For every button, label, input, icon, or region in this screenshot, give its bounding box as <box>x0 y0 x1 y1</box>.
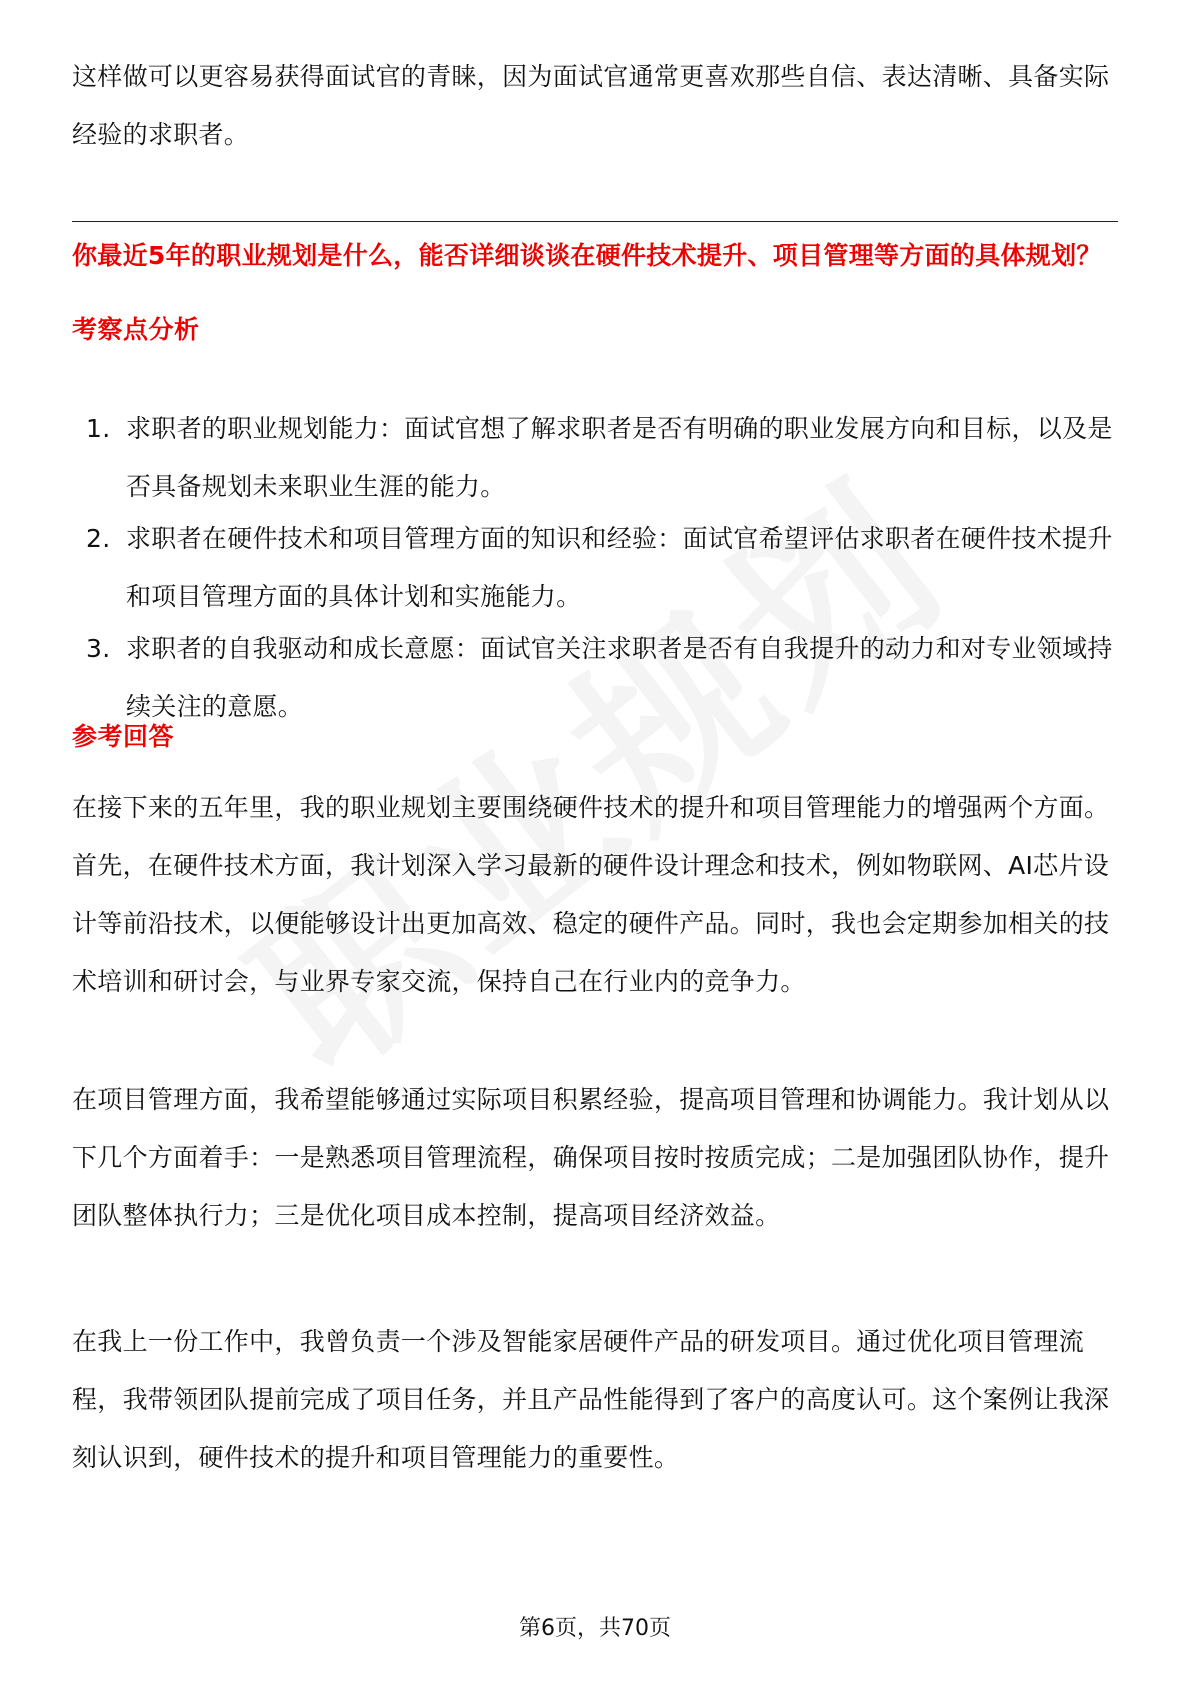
answer-paragraph: 在项目管理方面，我希望能够通过实际项目积累经验，提高项目管理和协调能力。我计划从以下几个方面着手：一是熟悉项目管理流程，确保项目按时按质完成；二是加强团队协作，提升团队整体执行力；三是优化项目成本控制，提高项目经济效益。 <box>72 1085 1110 1230</box>
intro-paragraph: 这样做可以更容易获得面试官的青睐，因为面试官通常更喜欢那些自信、表达清晰、具备实际经验的求职者。 <box>72 62 1110 149</box>
list-item-number: 3. <box>86 634 111 663</box>
list-item-text: 求职者的自我驱动和成长意愿：面试官关注求职者是否有自我提升的动力和对专业领域持续关注的意愿。 <box>126 634 1113 721</box>
section-divider <box>72 221 1118 222</box>
analysis-list <box>72 400 1118 736</box>
page-number: 第6页，共70页 <box>519 1616 671 1641</box>
list-item-number: 1. <box>86 414 111 443</box>
list-item <box>72 510 1118 626</box>
analysis-heading: 考察点分析 <box>72 315 200 344</box>
list-item <box>72 620 1118 736</box>
question-title: 你最近5年的职业规划是什么，能否详细谈谈在硬件技术提升、项目管理等方面的具体规划？ <box>72 241 1102 270</box>
answer-heading: 参考回答 <box>72 722 175 751</box>
answer-paragraph: 在接下来的五年里，我的职业规划主要围绕硬件技术的提升和项目管理能力的增强两个方面。首先，在硬件技术方面，我计划深入学习最新的硬件设计理念和技术，例如物联网、AI芯片设计等前沿技术，以便能够设计出更加高效、稳定的硬件产品。同时，我也会定期参加相关的技术培训和研讨会，与业界专家交流，保持自己在行业内的竞争力。 <box>72 793 1110 996</box>
list-item-text: 求职者的职业规划能力：面试官想了解求职者是否有明确的职业发展方向和目标，以及是否具备规划未来职业生涯的能力。 <box>126 414 1113 501</box>
list-item <box>72 400 1118 516</box>
answer-paragraph: 在我上一份工作中，我曾负责一个涉及智能家居硬件产品的研发项目。通过优化项目管理流程，我带领团队提前完成了项目任务，并且产品性能得到了客户的高度认可。这个案例让我深刻认识到，硬件技术的提升和项目管理能力的重要性。 <box>72 1327 1110 1472</box>
list-item-text: 求职者在硬件技术和项目管理方面的知识和经验：面试官希望评估求职者在硬件技术提升和项目管理方面的具体计划和实施能力。 <box>126 524 1113 611</box>
list-item-number: 2. <box>86 524 111 553</box>
